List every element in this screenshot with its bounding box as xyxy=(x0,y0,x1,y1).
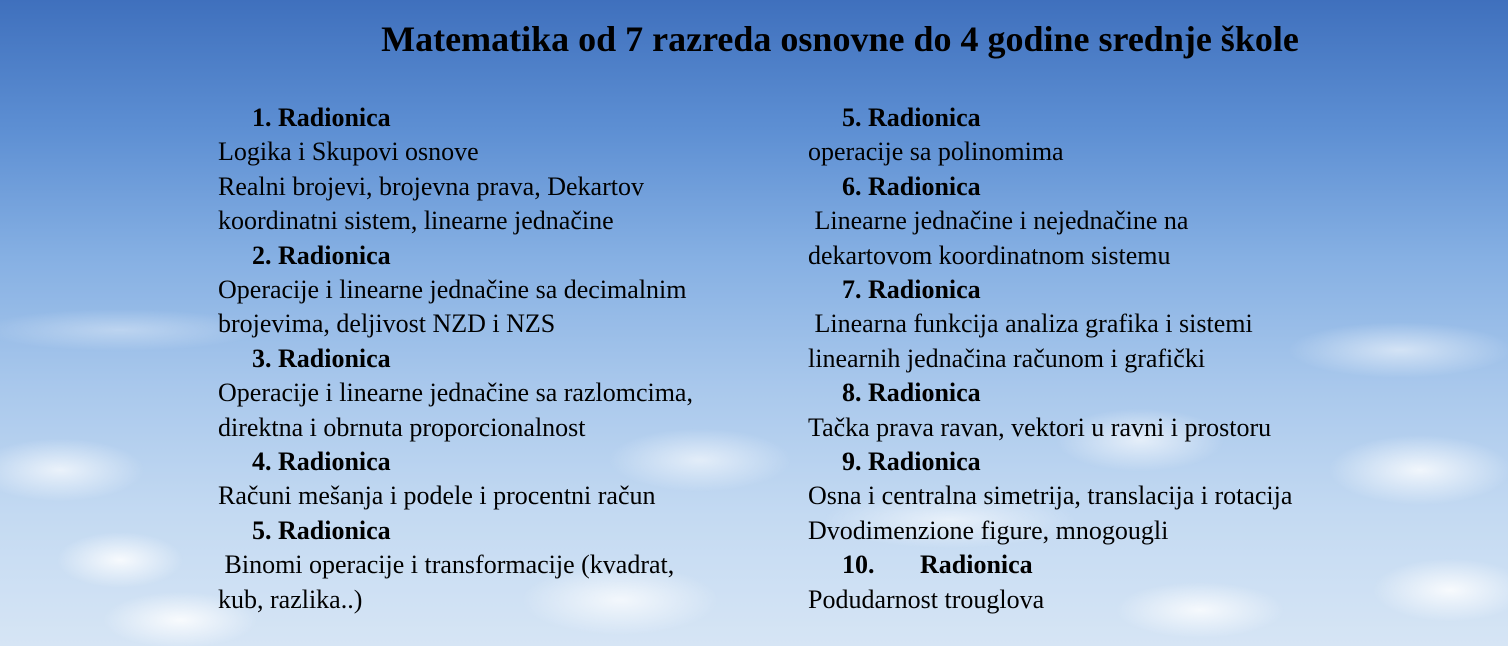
workshop-topic: Dvodimenzione figure, mnogougli xyxy=(808,515,1169,545)
workshop-heading: 3. Radionica xyxy=(252,343,391,373)
workshop-topic: Računi mešanja i podele i procentni račun xyxy=(218,481,656,511)
workshop-topic: Podudarnost trouglova xyxy=(808,584,1045,614)
workshop-topic: Realni brojevi, brojevna prava, Dekartov xyxy=(218,171,644,201)
workshop-topic: linearnih jednačina računom i grafički xyxy=(808,343,1206,373)
workshop-topic: Linearne jednačine i nejednačine na xyxy=(808,206,1189,236)
workshop-topic: koordinatni sistem, linearne jednačine xyxy=(218,206,614,236)
workshop-topic: brojevima, deljivost NZD i NZS xyxy=(218,309,556,339)
workshop-topic: Tačka prava ravan, vektori u ravni i prostoru xyxy=(808,412,1272,442)
workshop-heading: 2. Radionica xyxy=(252,240,391,270)
workshop-heading: 7. Radionica xyxy=(842,275,981,305)
left-column xyxy=(218,101,778,617)
workshop-topic: Binomi operacije i transformacije (kvadrat, xyxy=(218,550,675,580)
right-column xyxy=(808,101,1408,617)
workshop-heading: 1. Radionica xyxy=(252,103,391,132)
workshop-heading: 6. Radionica xyxy=(842,171,981,201)
workshop-topic: Linearna funkcija analiza grafika i sistemi xyxy=(808,309,1253,339)
workshop-topic: Logika i Skupovi osnove xyxy=(218,137,479,167)
workshop-topic: Operacije i linearne jednačine sa razlomcima, xyxy=(218,378,693,408)
workshop-topic: direktna i obrnuta proporcionalnost xyxy=(218,412,586,442)
workshop-heading: 5. Radionica xyxy=(842,103,981,132)
page-title: Matematika od 7 razreda osnovne do 4 godine srednje škole xyxy=(381,19,1299,59)
workshop-heading: 4. Radionica xyxy=(252,447,391,477)
workshop-topic: operacije sa polinomima xyxy=(808,137,1064,167)
workshop-heading: 5. Radionica xyxy=(252,515,391,545)
workshop-topic: kub, razlika..) xyxy=(218,584,363,614)
workshop-heading: 9. Radionica xyxy=(842,447,981,477)
workshop-topic: Operacije i linearne jednačine sa decimalnim xyxy=(218,275,687,305)
workshop-heading: 10. Radionica xyxy=(842,550,1033,580)
workshop-heading: 8. Radionica xyxy=(842,378,981,408)
workshop-topic: dekartovom koordinatnom sistemu xyxy=(808,240,1171,270)
workshop-topic: Osna i centralna simetrija, translacija i rotacija xyxy=(808,481,1293,511)
